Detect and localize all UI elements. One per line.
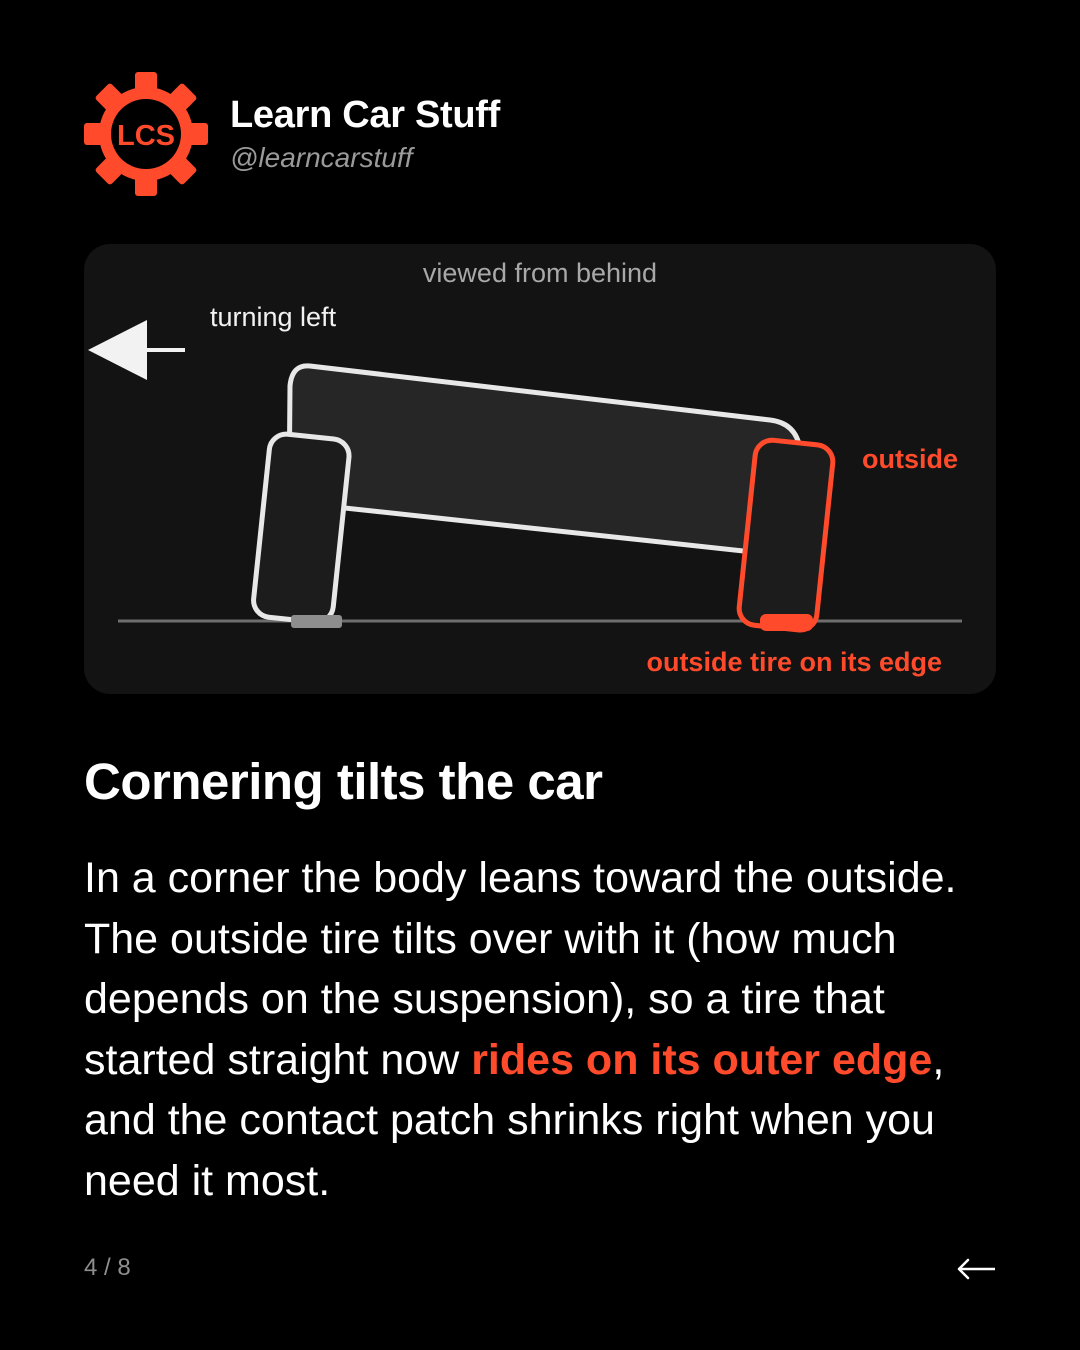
body-highlight: rides on its outer edge	[471, 1035, 933, 1084]
inside-contact-patch	[291, 615, 342, 628]
outside-tire	[737, 439, 834, 632]
edge-label: outside tire on its edge	[646, 647, 942, 677]
arrow-left-icon[interactable]	[955, 1252, 997, 1286]
logo-text: LCS	[117, 120, 175, 152]
arrow-left-icon	[88, 320, 185, 380]
view-label: viewed from behind	[422, 258, 658, 288]
page-indicator: 4 / 8	[84, 1254, 131, 1281]
inside-tire	[252, 432, 351, 623]
direction-label: turning left	[210, 302, 337, 332]
outside-label: outside	[861, 444, 958, 474]
outside-contact-patch	[760, 614, 813, 631]
cornering-diagram	[84, 244, 996, 694]
body-text-end: , and the contact patch shrinks right when you need it most.	[84, 1035, 945, 1205]
slide-body	[84, 848, 1004, 1211]
header	[84, 72, 784, 196]
diagram-panel	[84, 244, 996, 694]
car-body	[289, 366, 800, 556]
brand-name: Learn Car Stuff	[230, 94, 500, 136]
body-text-start: In a corner the body leans toward the outside. The outside tire tilts over with it (how much depends on the suspension), so a tire that started straight now	[84, 854, 957, 1084]
gear-icon	[84, 72, 208, 196]
brand-handle: @learncarstuff	[230, 142, 413, 173]
slide-title: Cornering tilts the car	[84, 753, 603, 810]
